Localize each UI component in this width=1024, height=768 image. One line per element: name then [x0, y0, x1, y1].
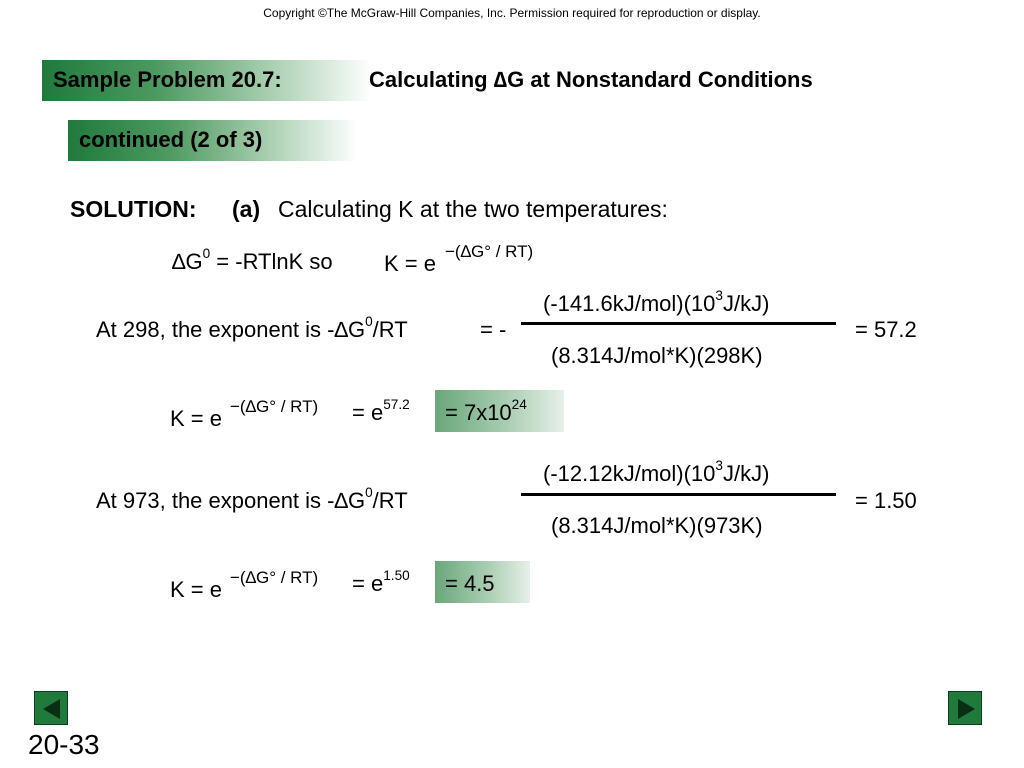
- next-slide-button[interactable]: [948, 691, 982, 725]
- problem-title: Calculating ∆G at Nonstandard Conditions: [369, 67, 813, 92]
- k-expression-298: K = e: [170, 406, 222, 431]
- e-value-973: = $e^{1.50}$: [352, 568, 410, 596]
- triangle-left-icon: [35, 692, 69, 726]
- answer-973: = 4.5: [445, 571, 495, 596]
- k-expression: K = e: [384, 251, 436, 276]
- numerator-298: $(-141.6kJ/mol)(10^3J/kJ)$: [543, 288, 770, 316]
- k-exponent: −(∆G° / RT): [445, 242, 534, 261]
- solution-label: SOLUTION:: [70, 196, 197, 222]
- denominator-973: (8.314J/mol*K)(973K): [551, 513, 763, 538]
- result-298: = 57.2: [855, 317, 917, 342]
- k-exponent-973: −(∆G° / RT): [230, 568, 319, 587]
- solution-part: (a): [232, 196, 261, 222]
- solution-text: Calculating K at the two temperatures:: [278, 196, 668, 222]
- page-number: 20-33: [28, 729, 100, 760]
- problem-label: Sample Problem 20.7:: [53, 67, 282, 92]
- numerator-973: $(-12.12kJ/mol)(10^3J/kJ)$: [543, 458, 770, 486]
- k-exponent-298: −(∆G° / RT): [230, 397, 319, 416]
- exponent-973-label: At 973, the exponent is $-\Delta G^0/RT$: [96, 485, 408, 513]
- gibbs-relation: $\Delta G^0 = -RTlnK$ so: [172, 246, 333, 274]
- copyright-notice: Copyright ©The McGraw-Hill Companies, Inc. Permission required for reproduction or display.: [263, 6, 761, 20]
- denominator-298: (8.314J/mol*K)(298K): [551, 343, 763, 368]
- equals-minus: = -: [480, 317, 507, 342]
- triangle-right-icon: [949, 692, 983, 726]
- continued-label: continued (2 of 3): [79, 127, 263, 152]
- answer-298: = $7x10^{24}$: [445, 397, 527, 425]
- fraction-bar-298: [521, 322, 836, 325]
- fraction-bar-973: [521, 493, 836, 496]
- previous-slide-button[interactable]: [34, 691, 68, 725]
- k-expression-973: K = e: [170, 577, 222, 602]
- result-973: = 1.50: [855, 488, 917, 513]
- e-value-298: = $e^{57.2}$: [352, 397, 410, 425]
- exponent-298-label: At 298, the exponent is $-\Delta G^0/RT$: [96, 314, 408, 342]
